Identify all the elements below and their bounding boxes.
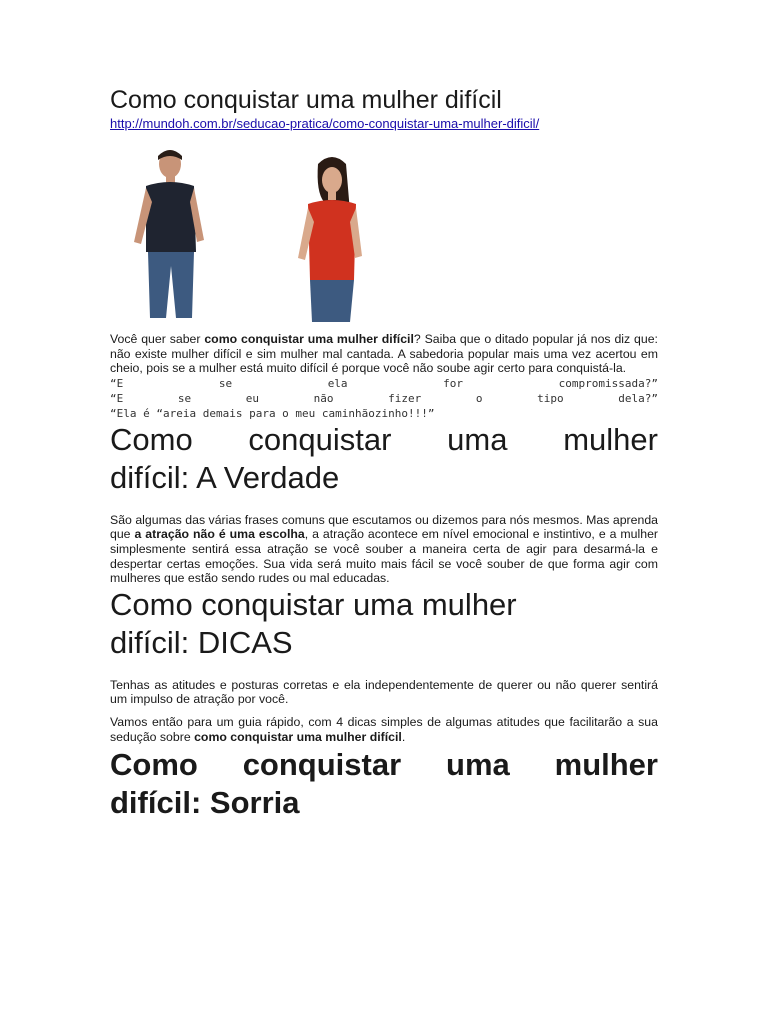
heading-word: conquistar	[242, 747, 402, 783]
dicas-text-before: Vamos então para um guia rápido, com 4 dicas simples de algumas atitudes que facilitarão a sua sedução sobre	[110, 714, 658, 744]
heading-word: Como	[110, 747, 198, 783]
verdade-bold-phrase: a atração não é uma escolha	[134, 527, 305, 542]
dicas-text-after: .	[401, 729, 406, 744]
couple-illustration	[110, 142, 410, 322]
article-body	[110, 84, 658, 822]
heading-dicas-line2: difícil: DICAS	[110, 624, 293, 660]
heading-verdade-line2: difícil: A Verdade	[110, 459, 340, 495]
dicas-bold-phrase: como conquistar uma mulher difícil	[194, 729, 402, 744]
heading-word: uma	[446, 747, 510, 783]
heading-word: mulher	[554, 747, 658, 783]
quote-word: ela	[327, 376, 348, 390]
heading-dicas	[110, 586, 658, 662]
heading-sorria-line1	[110, 746, 658, 784]
heading-sorria-line2: difícil: Sorria	[110, 785, 300, 821]
verdade-text-before: São algumas das várias frases comuns que escutamos ou dizemos para nós mesmos. Mas aprenda que	[110, 512, 658, 542]
quote-word: “E	[110, 376, 124, 390]
article-title: Como conquistar uma mulher difícil	[110, 86, 502, 114]
heading-verdade	[110, 421, 658, 497]
quote-word: tipo	[537, 391, 564, 405]
dicas-paragraph-1: Tenhas as atitudes e posturas corretas e ela independentemente de querer ou não querer sentirá um impulso de atração por você.	[110, 677, 658, 707]
quote-line-2	[110, 391, 658, 406]
quote-word: o	[475, 391, 483, 405]
quote-word: for	[443, 376, 464, 390]
intro-bold-phrase: como conquistar uma mulher difícil	[204, 332, 414, 346]
heading-sorria	[110, 746, 658, 822]
woman-figure	[298, 157, 362, 322]
quote-word: eu	[245, 391, 259, 405]
intro-text-after: ? Saiba que o ditado popular já nos diz que: não existe mulher difícil e sim mulher mal cantada. A sabedoria popular mais uma vez acertou em cheio, pois se a mulher está muito difícil é porque você não soube agir certo para conquistá-la.	[110, 332, 658, 376]
verdade-text-after: , a atração acontece em nível emocional e instintivo, e a mulher simplesmente sentirá essa atração se você souber a maneira certa de agir para desarmá-la e despertar certas emoções. Sua vida será muito mais fácil se você souber de que forma agir com mulheres que estão sendo rudes ou mal educadas.	[110, 527, 659, 586]
quote-word: compromissada?”	[558, 376, 658, 390]
dicas-paragraph-2	[110, 715, 658, 744]
quote-word: não	[313, 391, 334, 405]
source-link[interactable]: http://mundoh.com.br/seducao-pratica/como-conquistar-uma-mulher-dificil/	[110, 116, 540, 131]
heading-word: Como	[110, 421, 193, 457]
couple-photo	[110, 142, 410, 322]
heading-word: conquistar	[248, 421, 392, 457]
quote-word: se	[177, 391, 192, 405]
intro-paragraph	[110, 332, 658, 376]
man-figure	[134, 150, 204, 318]
quote-line-3: “Ela é “areia demais para o meu caminhãozinho!!!”	[110, 406, 435, 420]
quote-line-1	[110, 376, 658, 391]
quote-word: dela?”	[618, 391, 658, 405]
heading-word: uma	[447, 421, 508, 457]
heading-verdade-line1	[110, 421, 658, 459]
heading-word: mulher	[563, 421, 658, 457]
quote-word: se	[218, 376, 233, 390]
intro-text-before: Você quer saber	[110, 332, 205, 346]
quote-word: “E	[110, 391, 124, 405]
quote-word: fizer	[388, 391, 422, 405]
heading-dicas-line1: Como conquistar uma mulher	[110, 586, 517, 622]
verdade-paragraph	[110, 513, 658, 586]
